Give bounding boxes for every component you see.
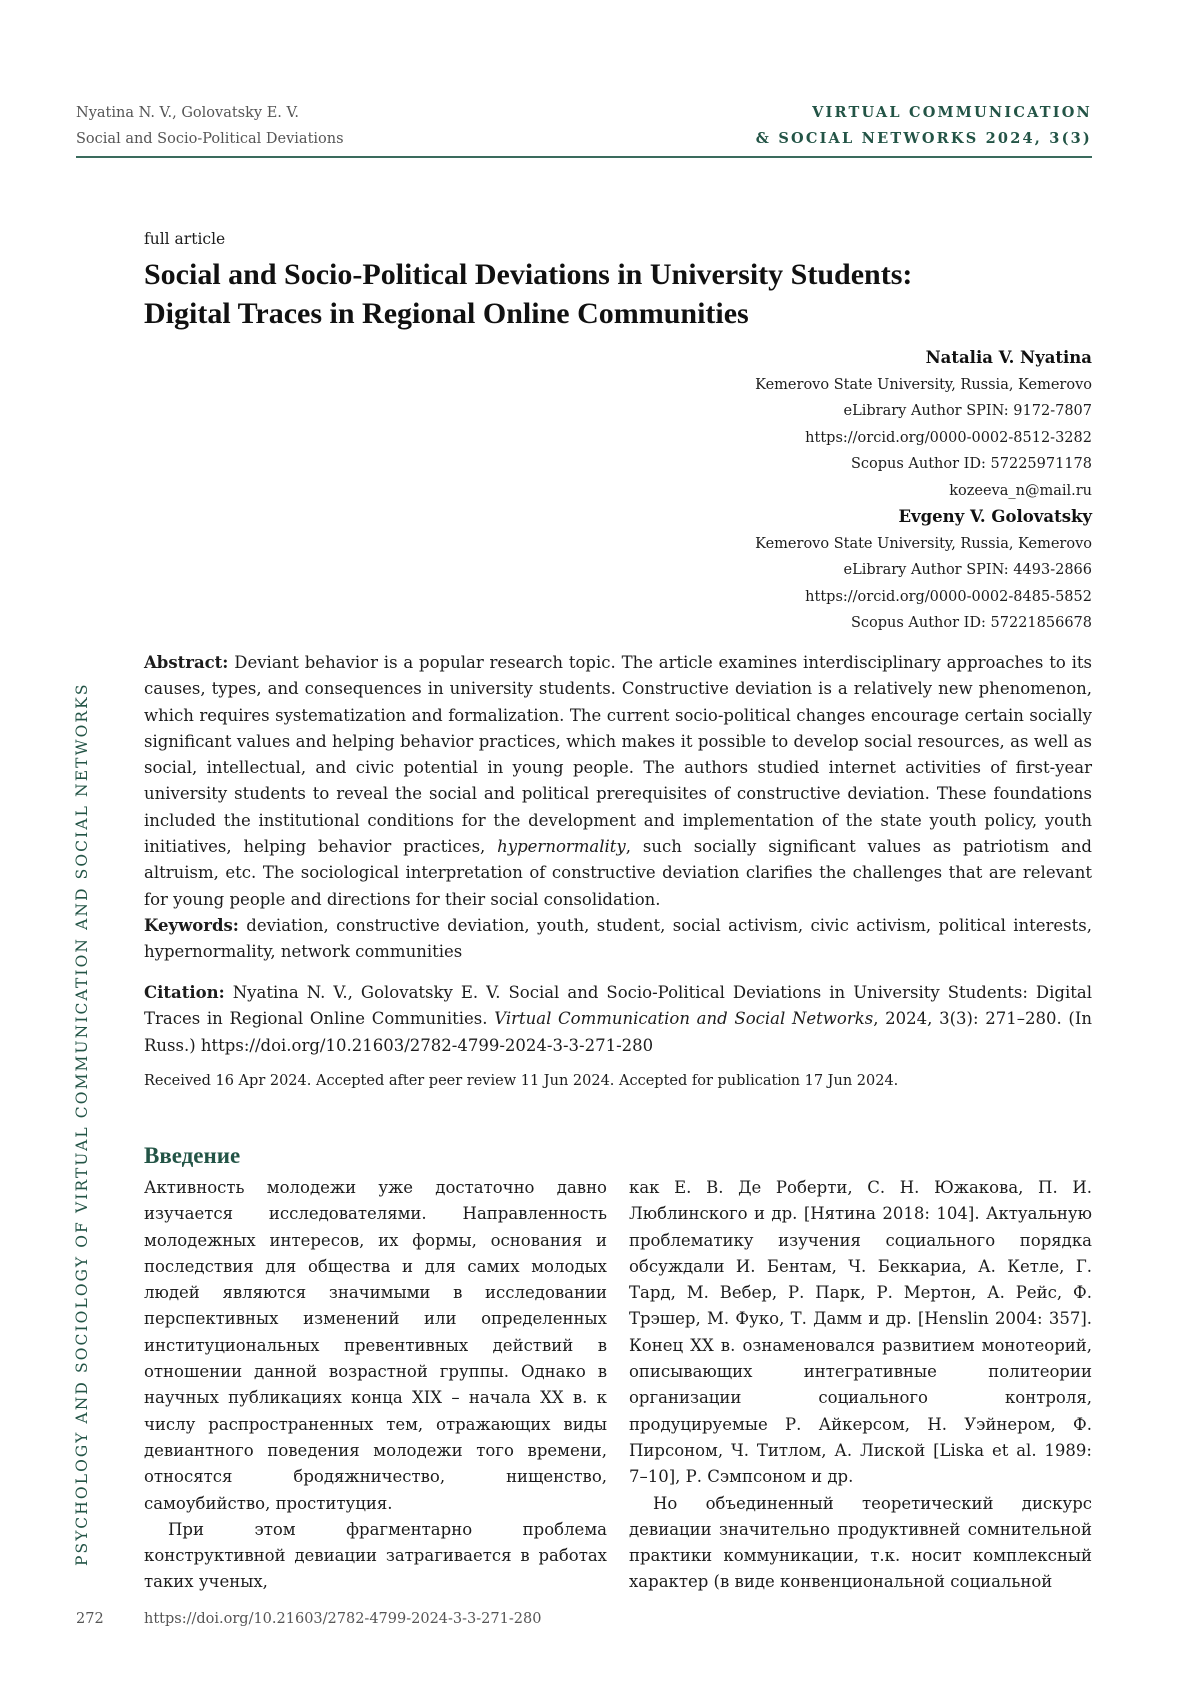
section-heading: Введение — [144, 1143, 241, 1168]
body-column-right — [629, 1175, 1092, 1596]
footer-doi-link[interactable]: https://doi.org/10.21603/2782-4799-2024-3-3-271-280 — [144, 1611, 542, 1627]
journal-name — [756, 100, 1092, 152]
journal-name-line1: VIRTUAL COMMUNICATION — [812, 104, 1092, 121]
abstract-text-end: , such socially significant values as patriotism and altruism, etc. The sociological interpretation of constructive deviation clarifies the challenges that are relevant for young people and directions for their social consolidation. — [144, 837, 1092, 909]
article-title — [144, 255, 1092, 333]
abstract-paragraph — [144, 650, 1092, 913]
author-block — [755, 345, 1092, 637]
page-number: 272 — [76, 1611, 104, 1627]
title-line-1: Social and Socio-Political Deviations in University Students: — [144, 258, 913, 291]
citation-text: Nyatina N. V., Golovatsky E. V. Social and Socio-Political Deviations in University Students: Digital Traces in Regional Online Communities. — [144, 983, 1092, 1029]
author-spin: eLibrary Author SPIN: 4493-2866 — [843, 562, 1092, 578]
author-name: Natalia V. Nyatina — [925, 348, 1092, 367]
keywords-text: deviation, constructive deviation, youth, student, social activism, civic activism, political interests, hypernormality, network communities — [144, 915, 1092, 962]
author-spin: eLibrary Author SPIN: 9172-7807 — [843, 403, 1092, 419]
header-divider — [76, 156, 1092, 158]
abstract-label: Abstract: — [144, 653, 229, 672]
citation-text-end: , 2024, 3(3): 271–280. (In Russ.) https://doi.org/10.21603/2782-4799-2024-3-3-271-280 — [144, 1009, 1092, 1055]
body-column-left — [144, 1175, 607, 1596]
abstract-italic-term: hypernormality — [497, 837, 626, 857]
body-paragraph: При этом фрагментарно проблема конструктивной девиации затрагивается в работах таких ученых, — [144, 1519, 607, 1592]
citation-journal: Virtual Communication and Social Networks — [494, 1009, 874, 1029]
article-type: full article — [144, 230, 226, 248]
citation-label: Citation: — [144, 983, 225, 1002]
author-scopus: Scopus Author ID: 57221856678 — [850, 615, 1092, 631]
keywords — [144, 913, 1092, 966]
body-paragraph: Но объединенный теоретический дискурс девиации значительно продуктивней сомнительной практики коммуникации, т.к. носит комплексный характер (в виде конвенциональной социальной — [629, 1493, 1092, 1592]
author-name: Evgeny V. Golovatsky — [898, 507, 1092, 526]
abstract-text: Deviant behavior is a popular research topic. The article examines interdisciplinary approaches to its causes, types, and consequences in university students. Constructive deviation is a relatively new phenomenon, which requires systematization and formalization. The current socio-political changes encourage certain socially significant values and helping behavior practices, which makes it possible to develop social resources, as well as social, intellectual, and civic potential in young people. The authors studied internet activities of first-year university students to reveal the social and political prerequisites of constructive deviation. These foundations included the institutional conditions for the development and implementation of the state youth policy, youth initiatives, helping behavior practices, — [144, 653, 1092, 857]
keywords-label: Keywords: — [144, 915, 239, 935]
author-orcid-link[interactable]: https://orcid.org/0000-0002-8512-3282 — [805, 429, 1092, 446]
vertical-section-label: PSYCHOLOGY AND SOCIOLOGY OF VIRTUAL COMMUNICATION AND SOCIAL NETWORKS — [73, 682, 91, 1566]
title-line-2: Digital Traces in Regional Online Communities — [144, 297, 749, 330]
author-scopus: Scopus Author ID: 57225971178 — [850, 456, 1092, 472]
citation — [144, 980, 1092, 1059]
header-short-title: Social and Socio-Political Deviations — [76, 131, 344, 147]
author-affiliation: Kemerovo State University, Russia, Kemerovo — [755, 376, 1092, 393]
author-affiliation: Kemerovo State University, Russia, Kemerovo — [755, 535, 1092, 552]
received-dates: Received 16 Apr 2024. Accepted after peer review 11 Jun 2024. Accepted for publication 17 Jun 2024. — [144, 1073, 899, 1089]
header-authors: Nyatina N. V., Golovatsky E. V. — [76, 105, 300, 121]
abstract — [144, 650, 1092, 966]
author-email-link[interactable]: kozeeva_n@mail.ru — [949, 482, 1092, 499]
author-orcid-link[interactable]: https://orcid.org/0000-0002-8485-5852 — [805, 588, 1092, 605]
body-paragraph: как Е. В. Де Роберти, С. Н. Южакова, П. И. Люблинского и др. [Нятина 2018: 104]. Актуальную проблематику изучения социального порядка обсуждали И. Бентам, Ч. Беккариа, А. Кетле, Г. Тард, М. Вебер, Р. Парк, Р. Мертон, А. Рейс, Ф. Трэшер, М. Фуко, Т. Дамм и др. [Henslin 2004: 357]. Конец XX в. ознаменовался развитием монотеорий, описывающих интегративные политеории организации социального контроля, продуцируемые Р. Айкерсом, Н. Уэйнером, Ф. Пирсоном, Ч. Титлом, А. Лиской [Liska et al. 1989: 7–10], Р. Сэмпсоном и др. — [629, 1178, 1092, 1487]
running-header-left — [76, 100, 344, 152]
body-paragraph: Активность молодежи уже достаточно давно изучается исследователями. Направленность молодежных интересов, их формы, основания и последствия для общества и для самих молодых людей являются значимыми в исследовании перспективных изменений или определенных институциональных превентивных действий в отношении данной возрастной группы. Однако в научных публикациях конца XIX – начала XX в. к числу распространенных тем, отражающих виды девиантного поведения молодежи того времени, относятся бродяжничество, нищенство, самоубийство, проституция. — [144, 1178, 607, 1513]
journal-name-line2: & SOCIAL NETWORKS 2024, 3(3) — [755, 130, 1092, 147]
